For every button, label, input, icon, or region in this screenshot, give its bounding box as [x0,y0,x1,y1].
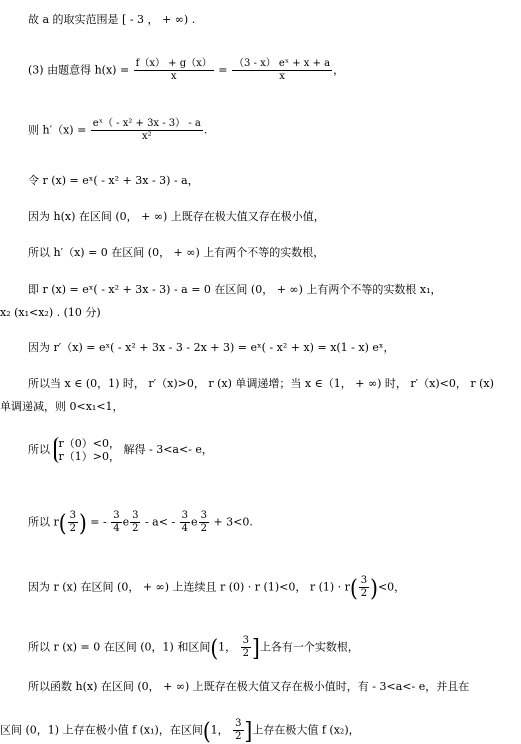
text-line-17 [0,718,360,743]
fraction-three-halves [68,510,78,535]
right-bracket: ] [252,633,260,662]
fraction-three-halves [241,635,251,660]
line13-middle: - a< - [141,515,179,529]
fraction-denominator: 2 [132,523,139,534]
fraction-numerator: （3 - x） eˣ + x + a [234,58,331,69]
fraction-numerator: 3 [235,718,242,729]
fraction-numerator: 3 [69,510,76,521]
fraction-numerator: 3 [113,510,120,521]
system-row-2: r（1）>0， [58,450,120,463]
fraction-numerator: 3 [242,635,250,646]
line17-prefix: 区间 (0，1) 上存在极小值 f (x₁)，在区间 [0,723,203,737]
fraction-numerator: 3 [132,510,139,521]
line14-suffix: <0， [377,580,406,594]
line13-equals: = - [86,515,111,529]
left-paren: ( [58,508,67,537]
right-bracket: ] [244,716,253,744]
system-row-1: r（0）<0， [58,437,120,450]
text-line-9: 因为 r′（x) = eˣ( - x² + 3x - 3 - 2x + 3) = eˣ( - x² + x) = x(1 - x) eˣ， [28,341,395,354]
text-line-4: 令 r (x) = eˣ( - x² + 3x - 3) - a， [28,174,199,187]
exp-base: e [122,515,130,529]
fraction-numerator: 3 [360,575,368,586]
fraction-three-quarters [111,510,121,535]
left-paren: ( [349,573,358,602]
fraction-expanded [232,58,332,83]
line13-tail: + 3<0. [209,515,253,529]
text-line-6: 所以 h′（x) = 0 在区间 (0， + ∞) 上有两个不等的实数根， [28,246,325,259]
left-paren: ( [202,716,211,744]
text-line-8: x₂ (x₁<x₂) . (10 分) [0,306,101,319]
line3-suffix: . [203,123,208,137]
fraction-denominator: 2 [235,731,242,742]
line14-prefix: 因为 r (x) 在区间 (0， + ∞) 上连续且 r (0) · r (1)<0， r (1) · r [28,580,350,594]
text-line-13 [28,510,253,535]
line13-prefix: 所以 r [28,515,59,529]
line12-prefix: 所以 [28,443,50,456]
fraction-denominator: x [279,71,285,82]
fraction-exponent-2 [199,510,209,535]
text-line-7: 即 r (x) = eˣ( - x² + 3x - 3) - a = 0 在区间 (0， + ∞) 上有两个不等的实数根 x₁， [28,283,442,296]
fraction-three-halves [359,575,369,600]
equals-sign: = [214,63,231,77]
line2-prefix: (3) 由题意得 h(x) = [28,63,133,77]
interval-start: 1， [218,640,240,654]
fraction-derivative [91,118,203,143]
left-paren: ( [210,633,219,662]
fraction-denominator: 4 [113,523,120,534]
inequality-system [54,437,120,463]
fraction-denominator: 2 [360,588,368,599]
text-line-1: 故 a 的取实范围是 [ - 3 ， + ∞) . [28,13,196,26]
fraction-denominator: 2 [200,523,207,534]
fraction-three-halves [233,718,243,743]
text-line-5: 因为 h(x) 在区间 (0， + ∞) 上既存在极大值又存在极小值， [28,210,325,223]
fraction-fg-over-x [134,58,214,83]
line15-suffix: 上各有一个实数根， [259,640,359,654]
line2-suffix: ， [333,63,345,77]
fraction-denominator: 4 [181,523,189,534]
fraction-denominator: x² [142,131,152,142]
text-line-11: 单调递减，则 0<x₁<1， [0,400,124,413]
text-line-10: 所以当 x ∈ (0，1) 时， r′（x)>0， r (x) 单调递增；当 x ∈（1， + ∞) 时， r′（x)<0， r (x) [28,377,494,390]
line15-prefix: 所以 r (x) = 0 在区间 (0，1) 和区间 [28,640,211,654]
line17-suffix: 上存在极大值 f (x₂)， [252,723,360,737]
fraction-denominator: 2 [242,648,250,659]
fraction-numerator: 3 [200,510,207,521]
text-line-16: 所以函数 h(x) 在区间 (0， + ∞) 上既存在极大值又存在极小值时，有 - 3<a<- e，并且在 [28,680,470,693]
fraction-numerator: 3 [181,510,189,521]
text-line-3 [28,118,207,143]
exp-base-2: e [191,515,198,529]
fraction-denominator: x [170,71,177,82]
line3-prefix: 则 h′（x) = [28,123,90,137]
text-line-12 [28,437,213,463]
right-paren: ) [370,573,378,602]
fraction-denominator: 2 [69,523,76,534]
interval-start: 1， [210,723,233,737]
fraction-three-quarters-2 [180,510,190,535]
fraction-numerator: f（x） + g（x） [135,58,212,69]
fraction-numerator: eˣ（ - x² + 3x - 3） - a [92,118,201,129]
text-line-15 [28,635,359,660]
line12-suffix: 解得 - 3<a<- e， [123,443,213,456]
fraction-exponent [130,510,140,535]
text-line-14 [28,575,405,600]
text-line-2 [28,58,344,83]
right-paren: ) [78,508,87,537]
